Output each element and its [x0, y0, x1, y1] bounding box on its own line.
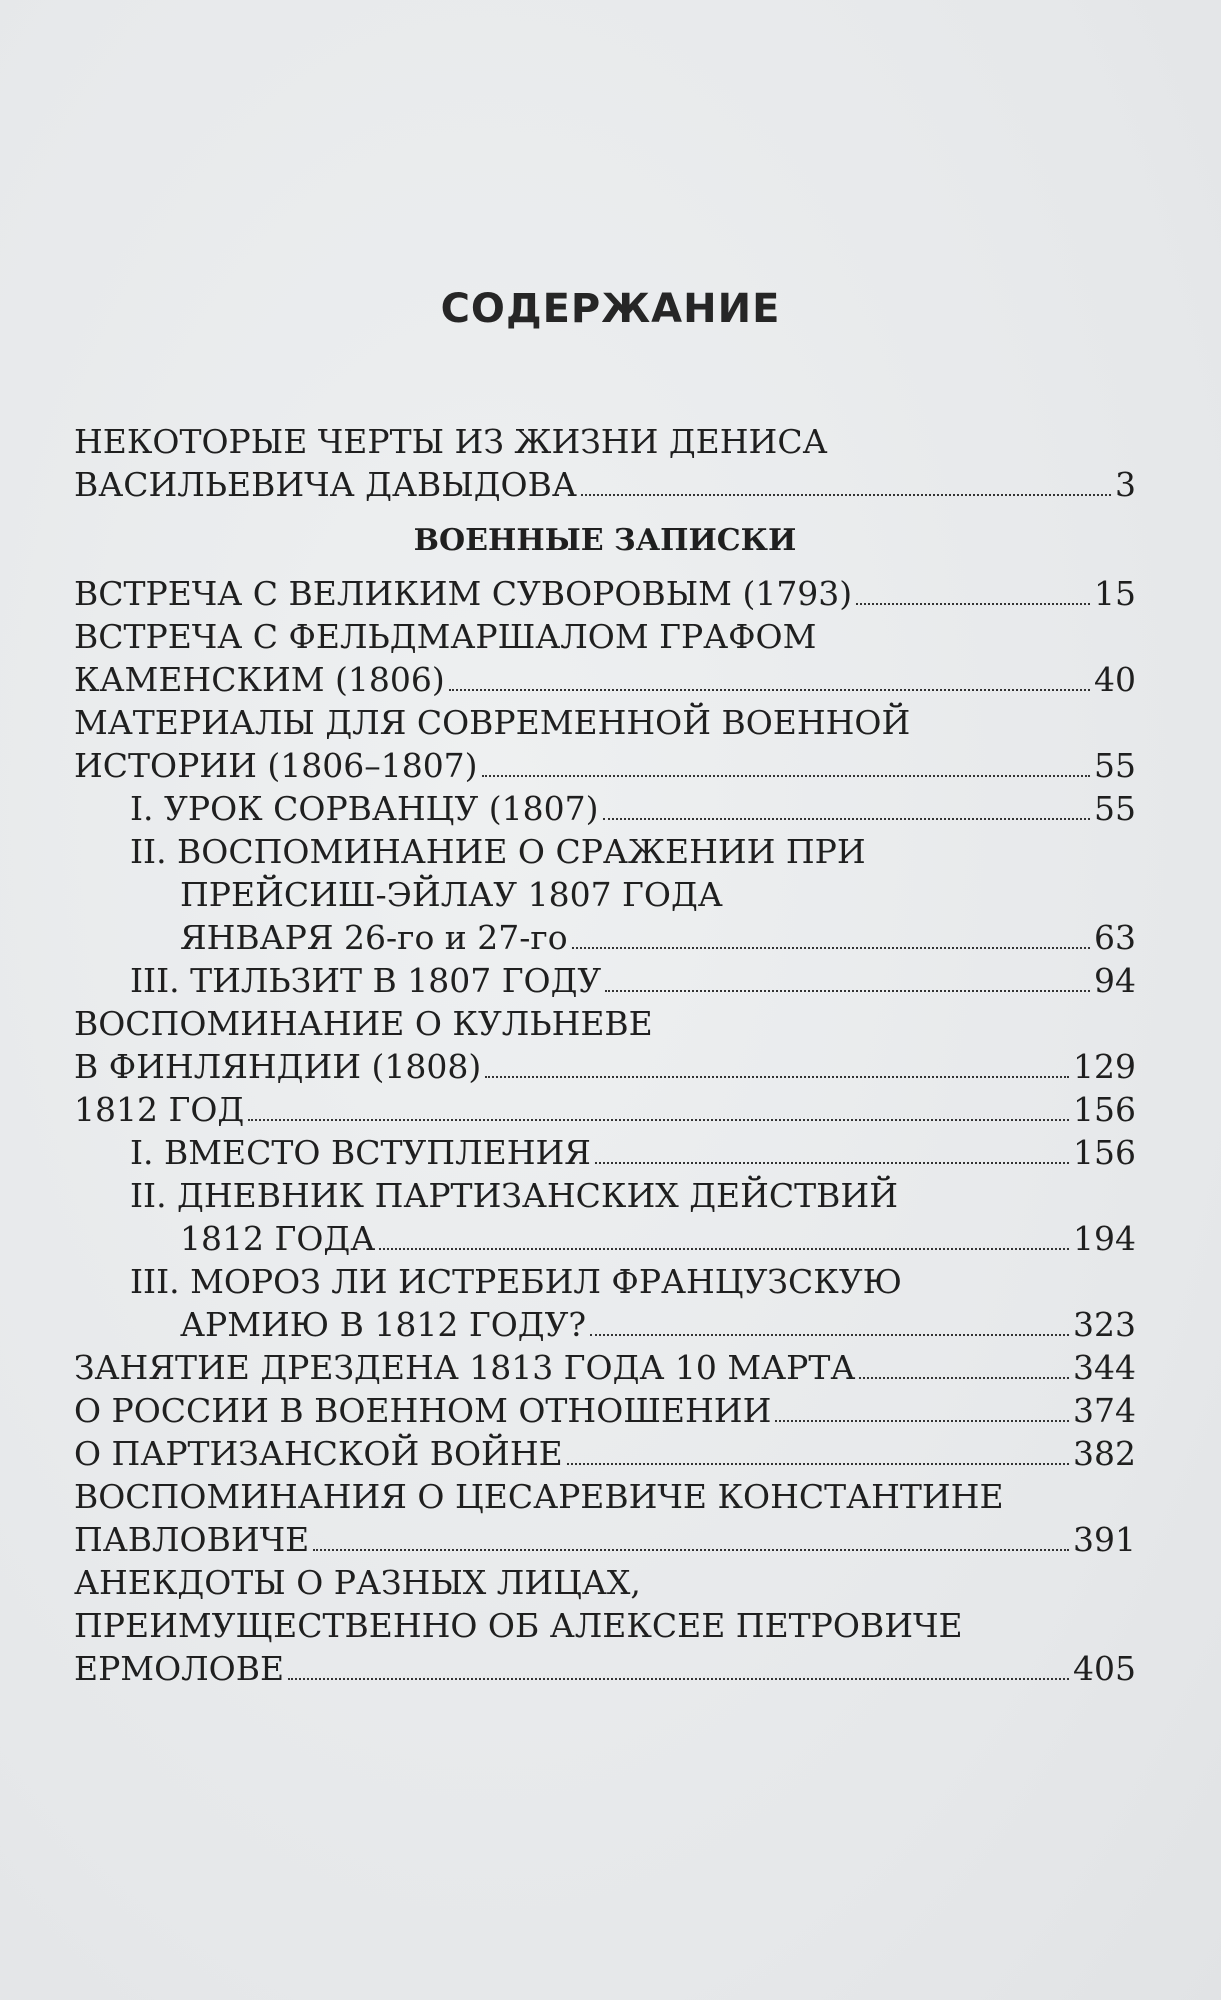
toc-line [74, 787, 1136, 830]
page-number: 374 [1073, 1391, 1136, 1430]
leader-dots [572, 946, 1090, 949]
toc-line [74, 873, 1136, 916]
leader-dots [288, 1677, 1069, 1680]
toc-text: В ФИНЛЯНДИИ (1808) [74, 1047, 482, 1086]
page-number: 129 [1073, 1047, 1136, 1086]
leader-dots [313, 1548, 1069, 1551]
toc-line [74, 420, 1136, 463]
page-number: 323 [1073, 1305, 1136, 1344]
toc-line [74, 1174, 1136, 1217]
toc-text: II. ДНЕВНИК ПАРТИЗАНСКИХ ДЕЙСТВИЙ [130, 1176, 898, 1215]
page-title: СОДЕРЖАНИЕ [440, 286, 781, 332]
leader-dots [856, 602, 1090, 605]
leader-dots [590, 1333, 1069, 1336]
toc-text: 1812 ГОД [74, 1090, 245, 1129]
toc-text: ЕРМОЛОВЕ [74, 1649, 285, 1688]
toc-line [74, 1217, 1136, 1260]
toc-line [74, 959, 1136, 1002]
section-heading: ВОЕННЫЕ ЗАПИСКИ [413, 523, 797, 558]
leader-dots [581, 493, 1111, 496]
page-number: 3 [1115, 465, 1136, 504]
leader-dots [567, 1462, 1069, 1465]
toc-text: III. ТИЛЬЗИТ В 1807 ГОДУ [130, 961, 602, 1000]
toc-line [74, 830, 1136, 873]
leader-dots [449, 688, 1090, 691]
toc-line [74, 1475, 1136, 1518]
page-number: 63 [1094, 918, 1136, 957]
toc-text: II. ВОСПОМИНАНИЕ О СРАЖЕНИИ ПРИ [130, 832, 866, 871]
toc-line [74, 1561, 1136, 1604]
page-number: 391 [1073, 1520, 1136, 1559]
toc-line [74, 1303, 1136, 1346]
toc-text: ВСТРЕЧА С ВЕЛИКИМ СУВОРОВЫМ (1793) [74, 574, 853, 613]
table-of-contents [74, 420, 1136, 1690]
toc-text: ЗАНЯТИЕ ДРЕЗДЕНА 1813 ГОДА 10 МАРТА [74, 1348, 856, 1387]
toc-line [74, 615, 1136, 658]
leader-dots [485, 1075, 1069, 1078]
toc-text: I. ВМЕСТО ВСТУПЛЕНИЯ [130, 1133, 591, 1172]
toc-line [74, 1389, 1136, 1432]
toc-line [74, 1518, 1136, 1561]
toc-line [74, 1002, 1136, 1045]
toc-text: ВОСПОМИНАНИЯ О ЦЕСАРЕВИЧЕ КОНСТАНТИНЕ [74, 1477, 1004, 1516]
toc-text: ВСТРЕЧА С ФЕЛЬДМАРШАЛОМ ГРАФОМ [74, 617, 817, 656]
page-number: 15 [1094, 574, 1136, 613]
toc-text: ИСТОРИИ (1806–1807) [74, 746, 478, 785]
toc-text: МАТЕРИАЛЫ ДЛЯ СОВРЕМЕННОЙ ВОЕННОЙ [74, 703, 911, 742]
toc-line [74, 1346, 1136, 1389]
leader-dots [248, 1118, 1069, 1121]
page-number: 194 [1073, 1219, 1136, 1258]
toc-text: О РОССИИ В ВОЕННОМ ОТНОШЕНИИ [74, 1391, 772, 1430]
page-number: 156 [1073, 1133, 1136, 1172]
toc-text: АРМИЮ В 1812 ГОДУ? [180, 1305, 587, 1344]
toc-line [74, 916, 1136, 959]
toc-text: 1812 ГОДА [180, 1219, 376, 1258]
toc-line [74, 1131, 1136, 1174]
toc-text: ПРЕЙСИШ-ЭЙЛАУ 1807 ГОДА [180, 875, 723, 914]
toc-text: I. УРОК СОРВАНЦУ (1807) [130, 789, 599, 828]
leader-dots [595, 1161, 1069, 1164]
toc-text: ПРЕИМУЩЕСТВЕННО ОБ АЛЕКСЕЕ ПЕТРОВИЧЕ [74, 1606, 963, 1645]
toc-line [74, 744, 1136, 787]
leader-dots [482, 774, 1090, 777]
toc-line [74, 1647, 1136, 1690]
toc-text: ВАСИЛЬЕВИЧА ДАВЫДОВА [74, 465, 577, 504]
page-number: 55 [1094, 746, 1136, 785]
toc-line [74, 1260, 1136, 1303]
leader-dots [379, 1247, 1069, 1250]
toc-line [74, 1604, 1136, 1647]
page-number: 382 [1073, 1434, 1136, 1473]
toc-line [74, 572, 1136, 615]
toc-text: НЕКОТОРЫЕ ЧЕРТЫ ИЗ ЖИЗНИ ДЕНИСА [74, 422, 828, 461]
toc-text: III. МОРОЗ ЛИ ИСТРЕБИЛ ФРАНЦУЗСКУЮ [130, 1262, 903, 1301]
toc-line [74, 658, 1136, 701]
toc-text: АНЕКДОТЫ О РАЗНЫХ ЛИЦАХ, [74, 1563, 641, 1602]
page-number: 156 [1073, 1090, 1136, 1129]
toc-line [74, 1088, 1136, 1131]
page-number: 40 [1094, 660, 1136, 699]
toc-text: ЯНВАРЯ 26-го и 27-го [180, 918, 568, 957]
toc-line [74, 1432, 1136, 1475]
toc-line [74, 463, 1136, 506]
toc-text: ВОСПОМИНАНИЕ О КУЛЬНЕВЕ [74, 1004, 653, 1043]
leader-dots [775, 1419, 1069, 1422]
toc-text: О ПАРТИЗАНСКОЙ ВОЙНЕ [74, 1434, 563, 1473]
page-number: 405 [1073, 1649, 1136, 1688]
toc-line [74, 701, 1136, 744]
leader-dots [603, 817, 1090, 820]
toc-text: КАМЕНСКИМ (1806) [74, 660, 445, 699]
page-number: 94 [1094, 961, 1136, 1000]
leader-dots [605, 989, 1090, 992]
page-number: 55 [1094, 789, 1136, 828]
toc-line [74, 1045, 1136, 1088]
toc-text: ПАВЛОВИЧЕ [74, 1520, 310, 1559]
page-number: 344 [1073, 1348, 1136, 1387]
leader-dots [859, 1376, 1069, 1379]
